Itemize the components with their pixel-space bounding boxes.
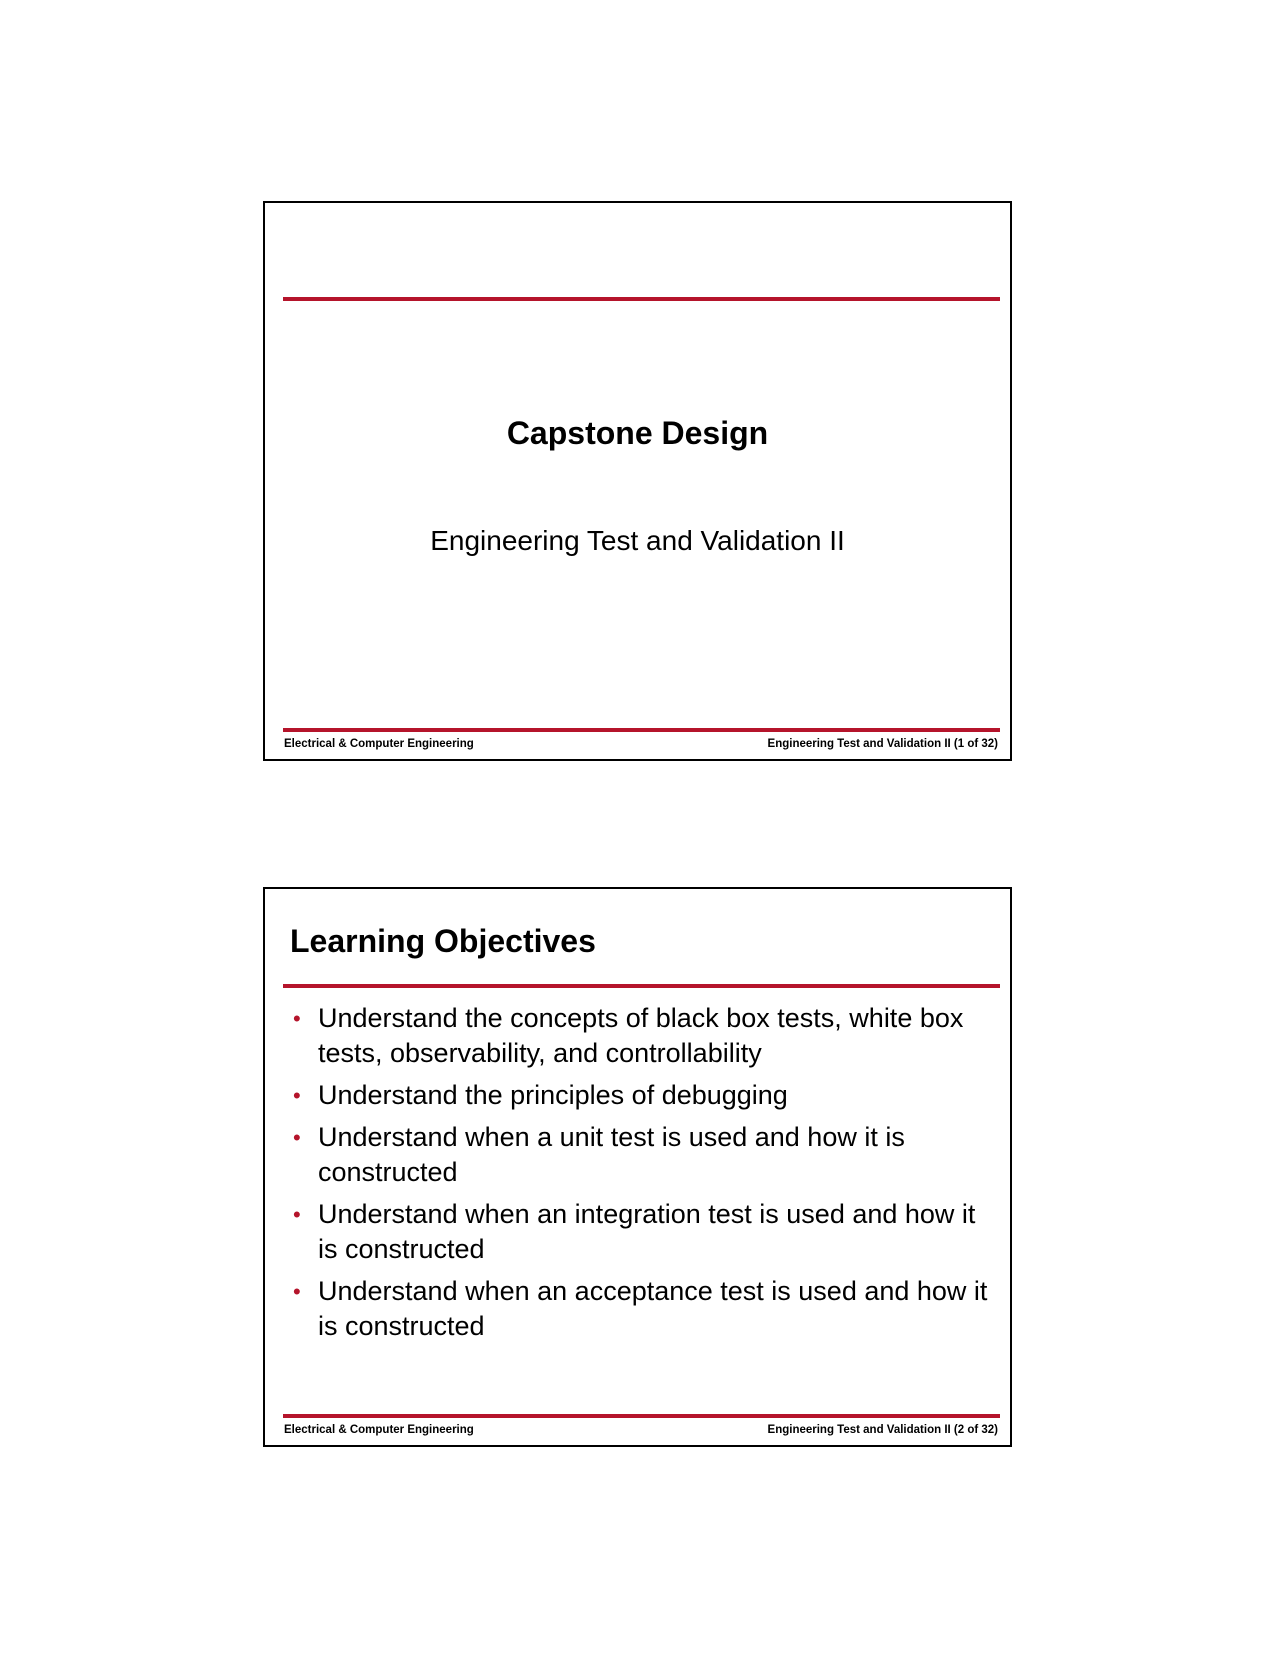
bullet-icon: • — [293, 1279, 301, 1304]
list-item — [291, 1001, 990, 1071]
slide-title: Capstone Design — [506, 415, 769, 451]
slide-subtitle: Engineering Test and Validation II — [430, 525, 845, 556]
footer-page-label: Engineering Test and Validation II (2 of 32) — [767, 1424, 998, 1436]
bullet-icon: • — [293, 1083, 301, 1108]
slide-footer — [284, 738, 998, 750]
footer-divider — [283, 1414, 1000, 1418]
bullet-icon: • — [293, 1202, 301, 1227]
slide-footer — [284, 1424, 998, 1436]
bullet-icon: • — [293, 1125, 301, 1150]
footer-divider — [283, 728, 1000, 732]
bullet-icon: • — [293, 1006, 301, 1031]
heading-divider — [283, 984, 1000, 988]
slide-1 — [263, 201, 1012, 761]
objectives-list — [291, 1001, 990, 1351]
footer-page-label: Engineering Test and Validation II (1 of 32) — [767, 738, 998, 750]
list-item — [291, 1120, 990, 1190]
list-item — [291, 1078, 990, 1113]
slide-heading: Learning Objectives — [290, 923, 596, 959]
slide-2 — [263, 887, 1012, 1447]
footer-department: Electrical & Computer Engineering — [284, 738, 474, 750]
list-item-text: Understand the concepts of black box tests, white box tests, observability, and controllability — [318, 1003, 964, 1068]
list-item-text: Understand when an acceptance test is used and how it is constructed — [318, 1276, 988, 1341]
list-item-text: Understand the principles of debugging — [318, 1080, 788, 1110]
footer-department: Electrical & Computer Engineering — [284, 1424, 474, 1436]
list-item — [291, 1197, 990, 1267]
title-divider — [283, 297, 1000, 301]
list-item-text: Understand when an integration test is used and how it is constructed — [318, 1199, 976, 1264]
list-item-text: Understand when a unit test is used and how it is constructed — [318, 1122, 905, 1187]
list-item — [291, 1274, 990, 1344]
